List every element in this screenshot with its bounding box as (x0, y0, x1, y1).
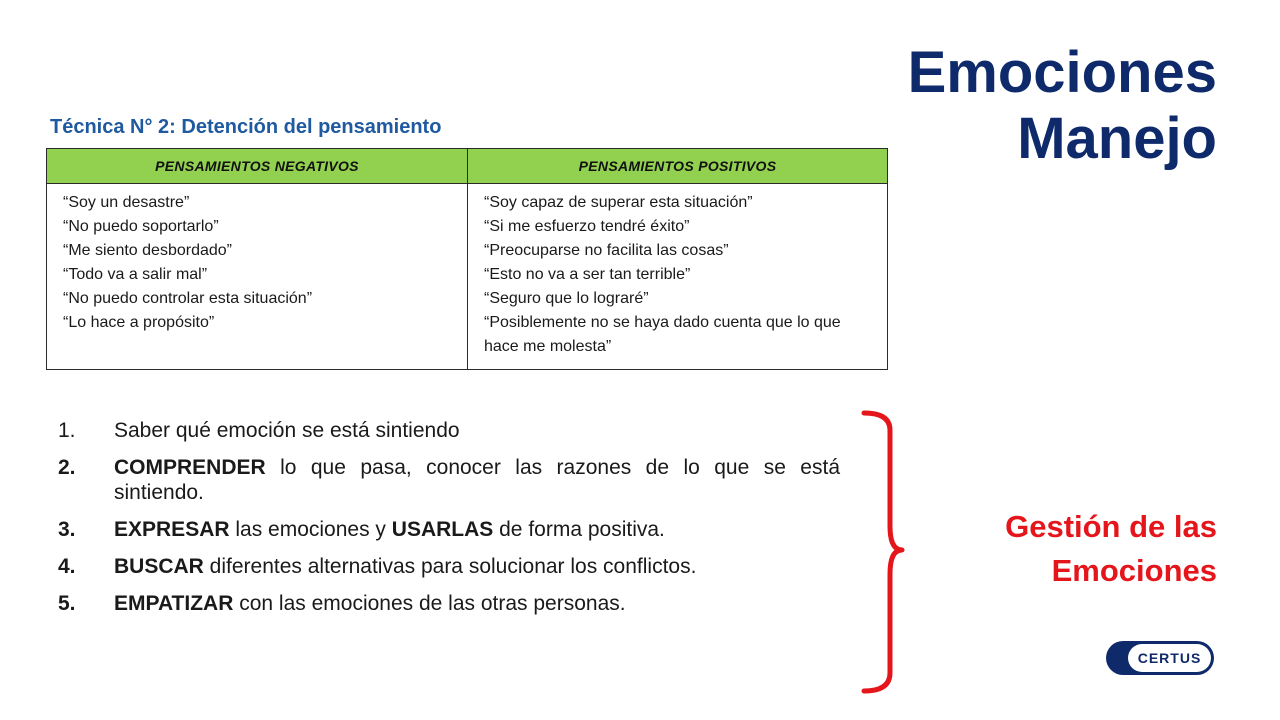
positive-thought: “Esto no va a ser tan terrible” (484, 266, 691, 283)
step-text: Saber qué emoción se está sintiendo (114, 419, 460, 442)
positive-thought: “Si me esfuerzo tendré éxito” (484, 218, 690, 235)
step-text: las emociones y (229, 518, 392, 541)
negative-thought: “Soy un desastre” (63, 194, 190, 211)
step-number: 5. (58, 592, 76, 615)
title-line-1: Emociones (907, 40, 1217, 105)
positive-thought: “Soy capaz de superar esta situación” (484, 194, 753, 211)
step-text: con las emociones de las otras personas. (233, 592, 626, 615)
positive-thought: “Seguro que lo lograré” (484, 290, 649, 307)
step-text: diferentes alternativas para solucionar los conflictos. (203, 555, 697, 578)
step-number: 3. (58, 518, 76, 541)
table-header-row (47, 149, 888, 184)
step-number: 1. (58, 419, 76, 442)
header-positive-thoughts: PENSAMIENTOS POSITIVOS (468, 149, 888, 184)
positive-thought: “Posiblemente no se haya dado cuenta que lo que hace me molesta” (484, 314, 841, 355)
thoughts-table (46, 148, 888, 370)
positive-thought: “Preocuparse no facilita las cosas” (484, 242, 729, 259)
list-item (58, 418, 840, 443)
gestion-line-1: Gestión de las (1005, 509, 1217, 544)
negative-thought: “Todo va a salir mal” (63, 266, 208, 283)
step-keyword: EXPRESAR (114, 518, 230, 541)
certus-logo-text: CERTUS (1128, 644, 1211, 672)
positive-thoughts-cell (468, 184, 888, 370)
step-text: de forma positiva. (493, 518, 665, 541)
negative-thoughts-cell (47, 184, 468, 370)
curly-brace-icon (858, 408, 908, 698)
negative-thought: “Me siento desbordado” (63, 242, 232, 259)
header-negative-thoughts: PENSAMIENTOS NEGATIVOS (47, 149, 468, 184)
list-item (58, 554, 840, 579)
title-line-2: Manejo (1017, 106, 1217, 171)
step-number: 2. (58, 456, 76, 479)
gestion-line-2: Emociones (1051, 553, 1217, 588)
emotion-steps-list (58, 418, 840, 628)
emotion-management-label (1005, 505, 1217, 593)
step-keyword: USARLAS (391, 518, 494, 541)
step-keyword: EMPATIZAR (114, 592, 234, 615)
step-keyword: COMPRENDER (114, 456, 266, 479)
step-text: lo que pasa, conocer las razones de lo que se está sintiendo. (114, 456, 840, 504)
negative-thought: “No puedo soportarlo” (63, 218, 219, 235)
list-item (58, 455, 840, 505)
step-keyword: BUSCAR (114, 555, 204, 578)
slide-title (908, 40, 1217, 172)
table-row (47, 184, 888, 370)
negative-thought: “No puedo controlar esta situación” (63, 290, 313, 307)
list-item (58, 591, 840, 616)
negative-thought: “Lo hace a propósito” (63, 314, 215, 331)
step-number: 4. (58, 555, 76, 578)
certus-logo (1106, 641, 1214, 675)
technique-subtitle: Técnica N° 2: Detención del pensamiento (50, 116, 442, 138)
list-item (58, 517, 840, 542)
